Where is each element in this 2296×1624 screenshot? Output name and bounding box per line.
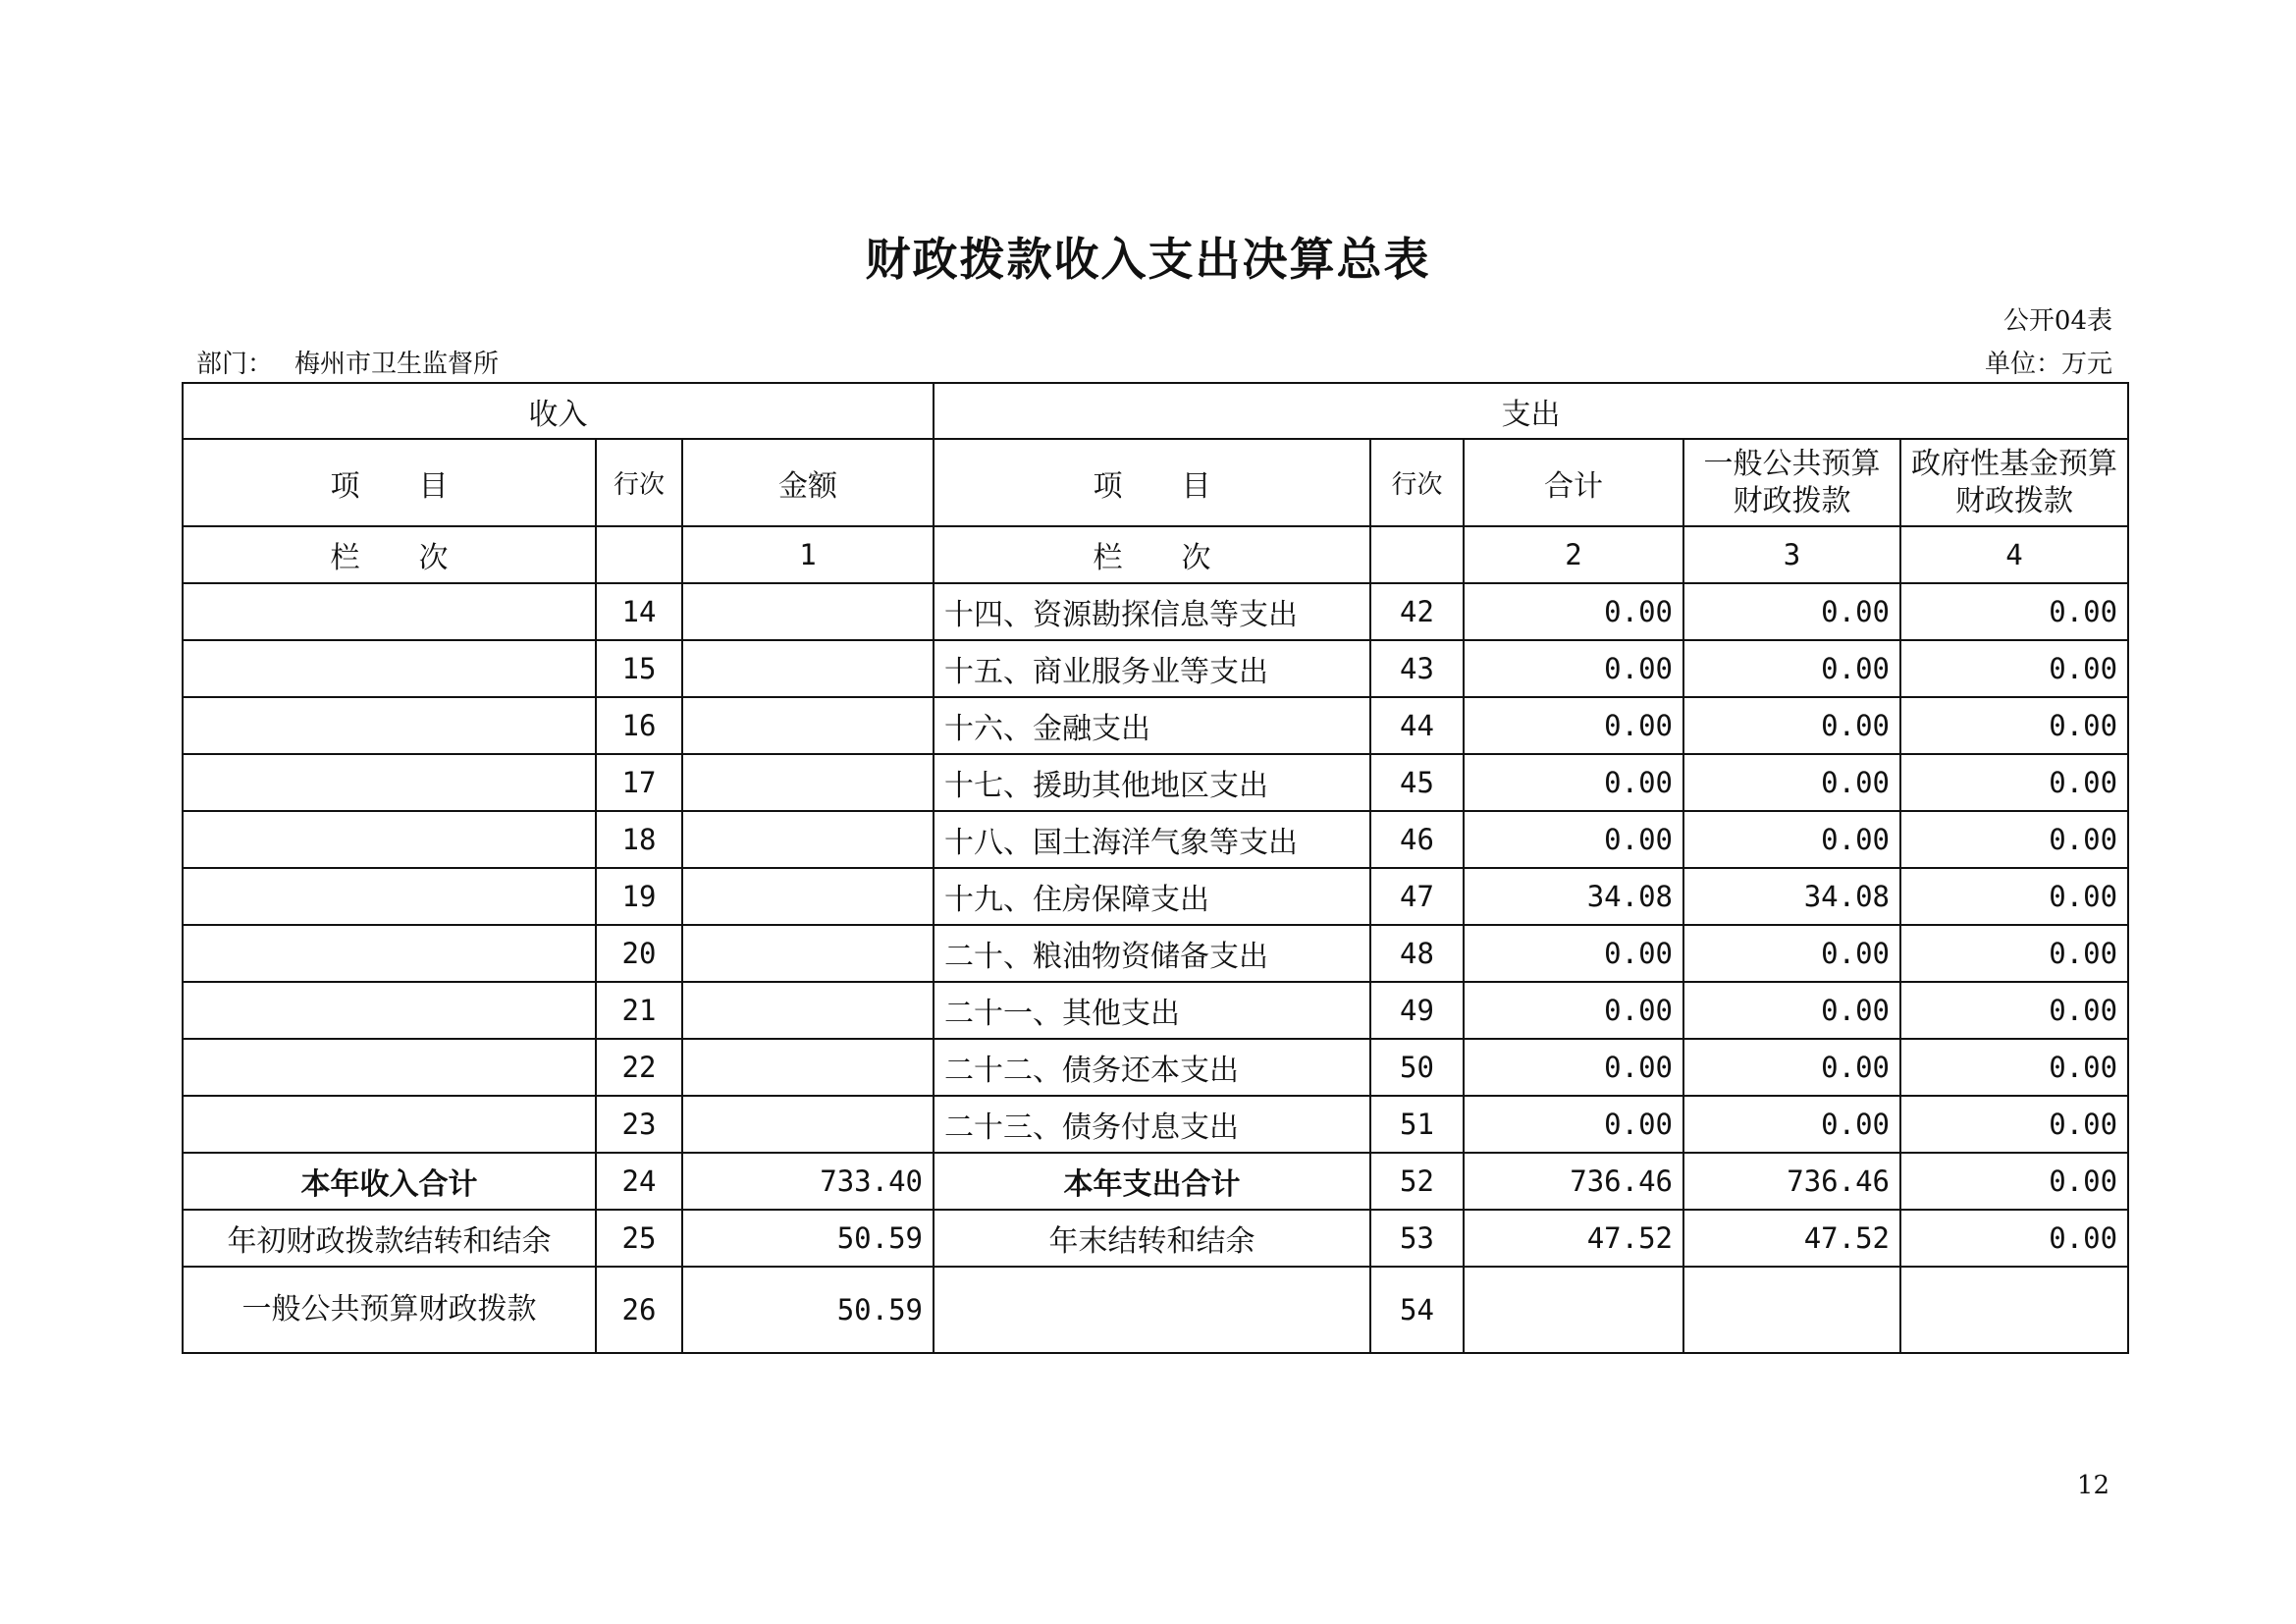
expense-total: 0.00 xyxy=(1464,697,1683,754)
expense-line-no: 52 xyxy=(1370,1153,1464,1210)
table-row-carry xyxy=(183,1210,2128,1267)
column-header-row xyxy=(183,439,2128,526)
expense-fund-budget: 0.00 xyxy=(1900,754,2128,811)
amount-header: 金额 xyxy=(682,439,934,526)
income-line-no: 16 xyxy=(596,697,682,754)
col2-index: 2 xyxy=(1464,526,1683,583)
income-item xyxy=(183,982,596,1039)
expense-fund-budget: 0.00 xyxy=(1900,868,2128,925)
income-line-no: 23 xyxy=(596,1096,682,1153)
expense-line-no: 43 xyxy=(1370,640,1464,697)
expense-line-index xyxy=(1370,526,1464,583)
expense-total xyxy=(1464,1267,1683,1353)
income-header: 收入 xyxy=(183,383,934,439)
income-line-header: 行次 xyxy=(596,439,682,526)
expense-general-budget: 0.00 xyxy=(1683,1096,1900,1153)
table-row xyxy=(183,697,2128,754)
income-item xyxy=(183,640,596,697)
income-amount xyxy=(682,982,934,1039)
income-amount xyxy=(682,697,934,754)
income-item xyxy=(183,697,596,754)
table-row xyxy=(183,583,2128,640)
expense-item-header: 项 目 xyxy=(934,439,1370,526)
income-line-no: 17 xyxy=(596,754,682,811)
income-item xyxy=(183,868,596,925)
expense-item: 十五、商业服务业等支出 xyxy=(934,640,1370,697)
table-row-last xyxy=(183,1267,2128,1353)
table-row xyxy=(183,811,2128,868)
expense-item: 二十二、债务还本支出 xyxy=(934,1039,1370,1096)
unit-label: 单位：万元 xyxy=(1984,350,2112,379)
expense-line-no: 48 xyxy=(1370,925,1464,982)
expense-fund-budget: 0.00 xyxy=(1900,583,2128,640)
expense-general-budget: 47.52 xyxy=(1683,1210,1900,1267)
income-line-no: 25 xyxy=(596,1210,682,1267)
expense-total: 0.00 xyxy=(1464,583,1683,640)
income-line-no: 26 xyxy=(596,1267,682,1353)
income-item xyxy=(183,583,596,640)
expense-general-budget: 0.00 xyxy=(1683,811,1900,868)
income-line-no: 22 xyxy=(596,1039,682,1096)
table-row xyxy=(183,868,2128,925)
expense-general-budget: 736.46 xyxy=(1683,1153,1900,1210)
income-item xyxy=(183,811,596,868)
expense-line-no: 50 xyxy=(1370,1039,1464,1096)
expense-line-no: 54 xyxy=(1370,1267,1464,1353)
expense-fund-budget: 0.00 xyxy=(1900,1039,2128,1096)
table-row-totals xyxy=(183,1153,2128,1210)
expense-item: 十九、住房保障支出 xyxy=(934,868,1370,925)
expense-total: 47.52 xyxy=(1464,1210,1683,1267)
income-line-no: 21 xyxy=(596,982,682,1039)
income-amount xyxy=(682,1039,934,1096)
income-amount xyxy=(682,1096,934,1153)
expense-header: 支出 xyxy=(934,383,2128,439)
expense-general-budget: 34.08 xyxy=(1683,868,1900,925)
income-amount xyxy=(682,583,934,640)
expense-line-no: 46 xyxy=(1370,811,1464,868)
expense-line-no: 42 xyxy=(1370,583,1464,640)
col3-index: 3 xyxy=(1683,526,1900,583)
table-row xyxy=(183,982,2128,1039)
expense-general-budget: 0.00 xyxy=(1683,640,1900,697)
expense-total: 0.00 xyxy=(1464,1039,1683,1096)
department xyxy=(196,344,499,380)
page-number: 12 xyxy=(2076,1471,2109,1500)
section-header-row xyxy=(183,383,2128,439)
income-item xyxy=(183,1039,596,1096)
expense-fund-budget: 0.00 xyxy=(1900,1210,2128,1267)
expense-line-no: 45 xyxy=(1370,754,1464,811)
income-amount xyxy=(682,640,934,697)
general-budget-header: 一般公共预算财政拨款 xyxy=(1683,439,1900,526)
expense-total: 0.00 xyxy=(1464,1096,1683,1153)
expense-total: 736.46 xyxy=(1464,1153,1683,1210)
income-line-no: 14 xyxy=(596,583,682,640)
table-row xyxy=(183,640,2128,697)
expense-total: 0.00 xyxy=(1464,811,1683,868)
expense-line-header: 行次 xyxy=(1370,439,1464,526)
income-amount: 50.59 xyxy=(682,1267,934,1353)
expense-item: 十四、资源勘探信息等支出 xyxy=(934,583,1370,640)
income-amount xyxy=(682,754,934,811)
table-row xyxy=(183,1039,2128,1096)
total-header: 合计 xyxy=(1464,439,1683,526)
expense-general-budget: 0.00 xyxy=(1683,583,1900,640)
income-amount: 733.40 xyxy=(682,1153,934,1210)
income-item: 年初财政拨款结转和结余 xyxy=(183,1210,596,1267)
income-item-header: 项 目 xyxy=(183,439,596,526)
income-line-no: 18 xyxy=(596,811,682,868)
expense-item xyxy=(934,1267,1370,1353)
expense-item: 年末结转和结余 xyxy=(934,1210,1370,1267)
expense-col-index: 栏 次 xyxy=(934,526,1370,583)
income-amount: 50.59 xyxy=(682,1210,934,1267)
page-title: 财政拨款收入支出决算总表 xyxy=(865,233,1431,286)
income-line-index xyxy=(596,526,682,583)
expense-general-budget xyxy=(1683,1267,1900,1353)
expense-item: 十八、国土海洋气象等支出 xyxy=(934,811,1370,868)
col4-index: 4 xyxy=(1900,526,2128,583)
expense-total: 0.00 xyxy=(1464,640,1683,697)
expense-fund-budget: 0.00 xyxy=(1900,1096,2128,1153)
expense-item: 二十三、债务付息支出 xyxy=(934,1096,1370,1153)
income-col-index: 栏 次 xyxy=(183,526,596,583)
expense-item: 本年支出合计 xyxy=(934,1153,1370,1210)
income-item: 本年收入合计 xyxy=(183,1153,596,1210)
income-amount xyxy=(682,868,934,925)
expense-line-no: 47 xyxy=(1370,868,1464,925)
income-item: 一般公共预算财政拨款 xyxy=(183,1267,596,1353)
col1-index: 1 xyxy=(682,526,934,583)
table-row xyxy=(183,1096,2128,1153)
expense-fund-budget: 0.00 xyxy=(1900,697,2128,754)
expense-general-budget: 0.00 xyxy=(1683,982,1900,1039)
expense-general-budget: 0.00 xyxy=(1683,754,1900,811)
budget-table xyxy=(182,382,2129,1354)
expense-fund-budget: 0.00 xyxy=(1900,811,2128,868)
income-amount xyxy=(682,925,934,982)
column-index-row xyxy=(183,526,2128,583)
form-number: 公开04表 xyxy=(2002,306,2112,336)
income-line-no: 15 xyxy=(596,640,682,697)
expense-fund-budget xyxy=(1900,1267,2128,1353)
expense-line-no: 53 xyxy=(1370,1210,1464,1267)
income-item xyxy=(183,925,596,982)
expense-general-budget: 0.00 xyxy=(1683,697,1900,754)
expense-item: 十七、援助其他地区支出 xyxy=(934,754,1370,811)
expense-fund-budget: 0.00 xyxy=(1900,925,2128,982)
income-item xyxy=(183,754,596,811)
expense-item: 二十、粮油物资储备支出 xyxy=(934,925,1370,982)
fund-budget-header: 政府性基金预算财政拨款 xyxy=(1900,439,2128,526)
income-amount xyxy=(682,811,934,868)
expense-total: 0.00 xyxy=(1464,982,1683,1039)
department-name: 梅州市卫生监督所 xyxy=(294,350,500,379)
expense-general-budget: 0.00 xyxy=(1683,925,1900,982)
expense-general-budget: 0.00 xyxy=(1683,1039,1900,1096)
table-row xyxy=(183,754,2128,811)
income-line-no: 19 xyxy=(596,868,682,925)
expense-line-no: 44 xyxy=(1370,697,1464,754)
income-item xyxy=(183,1096,596,1153)
expense-fund-budget: 0.00 xyxy=(1900,1153,2128,1210)
expense-total: 0.00 xyxy=(1464,754,1683,811)
expense-item: 十六、金融支出 xyxy=(934,697,1370,754)
income-line-no: 20 xyxy=(596,925,682,982)
expense-fund-budget: 0.00 xyxy=(1900,640,2128,697)
table-row xyxy=(183,925,2128,982)
expense-line-no: 51 xyxy=(1370,1096,1464,1153)
expense-total: 0.00 xyxy=(1464,925,1683,982)
expense-item: 二十一、其他支出 xyxy=(934,982,1370,1039)
expense-total: 34.08 xyxy=(1464,868,1683,925)
income-line-no: 24 xyxy=(596,1153,682,1210)
department-label: 部门： xyxy=(196,350,274,379)
expense-line-no: 49 xyxy=(1370,982,1464,1039)
expense-fund-budget: 0.00 xyxy=(1900,982,2128,1039)
